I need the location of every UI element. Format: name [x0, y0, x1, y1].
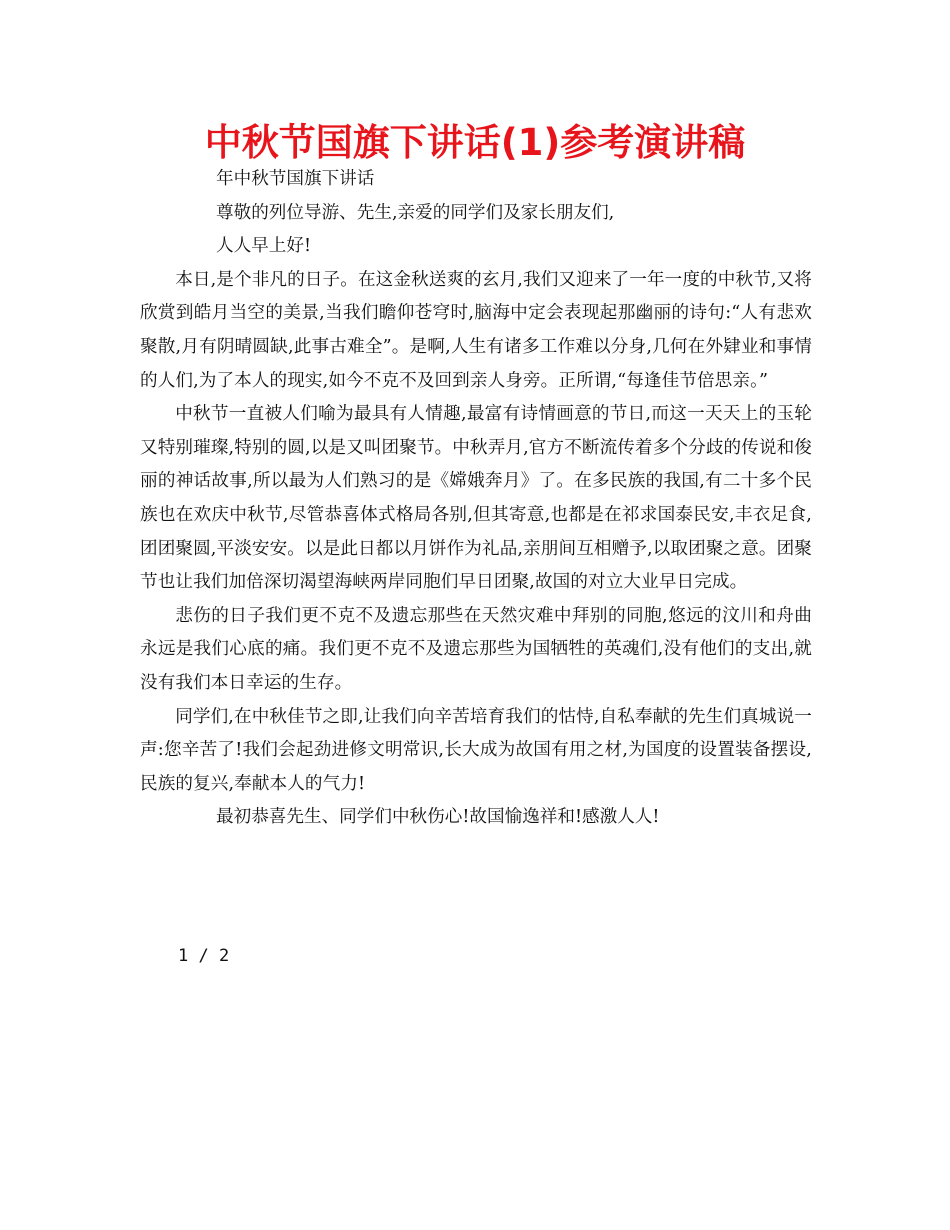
body-paragraph: 中秋节一直被人们喻为最具有人情趣,最富有诗情画意的节日,而这一天天上的玉轮又特别璀璨,特别的圆,以是又叫团聚节。中秋弄月,官方不断流传着多个分歧的传说和俊丽的神话故事,所以最为人们熟习的是《嫦娥奔月》了。在多民族的我国,有二十多个民族也在欢庆中秋节,尽管恭喜体式格局各别,但其寄意,也都是在祁求国泰民安,丰衣足食,团团聚圆,平淡安安。以是此日都以月饼作为礼品,亲朋间互相赠予,以取团聚之意。团聚节也让我们加倍深切渴望海峡两岸同胞们早日团聚,故国的对立大业早日完成。 — [140, 404, 812, 593]
body-paragraph: 本日,是个非凡的日子。在这金秋送爽的玄月,我们又迎来了一年一度的中秋节,又将欣赏到皓月当空的美景,当我们瞻仰苍穹时,脑海中定会表现起那幽丽的诗句:“人有悲欢聚散,月有阴晴圆缺,此事古难全”。是啊,人生有诸多工作难以分身,几何在外肄业和事情的人们,为了本人的现实,如今不克不及回到亲人身旁。正所谓,“每逢佳节倍思亲。” — [140, 269, 812, 391]
page-number: 1 / 2 — [178, 946, 230, 966]
body-paragraph: 同学们,在中秋佳节之即,让我们向辛苦培育我们的怙恃,自私奉献的先生们真城说一声:您辛苦了!我们会起劲进修文明常识,长大成为故国有用之材,为国度的设置装备摆设,民族的复兴,奉献本人的气力! — [140, 706, 812, 794]
document-title: 中秋节国旗下讲话(1)参考演讲稿 — [204, 121, 746, 164]
document-body — [140, 163, 812, 835]
body-paragraph: 悲伤的日子我们更不克不及遗忘那些在天然灾难中拜别的同胞,悠远的汶川和舟曲永远是我们心底的痛。我们更不克不及遗忘那些为国牺牲的英魂们,没有他们的支出,就没有我们本日幸运的生存。 — [140, 605, 812, 693]
subtitle-line: 年中秋节国旗下讲话 — [216, 169, 375, 189]
salutation-paragraph: 尊敬的列位导游、先生,亲爱的同学们及家长朋友们, — [216, 202, 615, 223]
closing-paragraph: 最初恭喜先生、同学们中秋伤心!故国愉逸祥和!感激人人! — [216, 807, 660, 828]
greeting-paragraph: 人人早上好! — [216, 236, 312, 257]
